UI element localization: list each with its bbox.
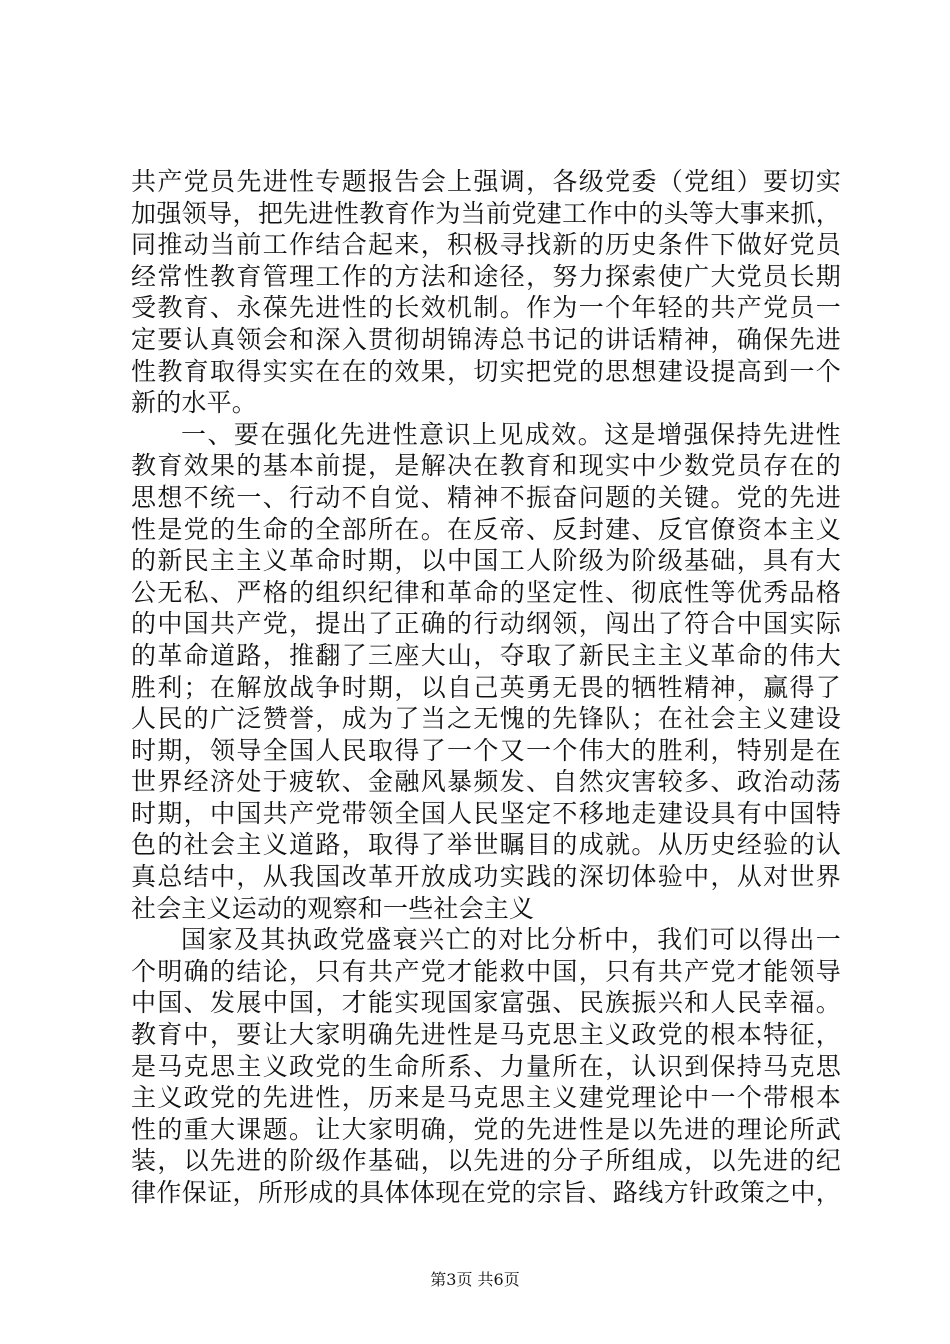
text-line: 受教育、永葆先进性的长效机制。作为一个年轻的共产党员一 [131, 293, 841, 323]
text-line: 是马克思主义政党的生命所系、力量所在，认识到保持马克思 [131, 1051, 841, 1081]
text-line: 色的社会主义道路，取得了举世瞩目的成就。从历史经验的认 [131, 830, 841, 860]
text-line: 时期，领导全国人民取得了一个又一个伟大的胜利，特别是在 [131, 735, 841, 765]
text-line: 定要认真领会和深入贯彻胡锦涛总书记的讲话精神，确保先进 [131, 324, 841, 354]
text-line: 时期，中国共产党带领全国人民坚定不移地走建设具有中国特 [131, 798, 841, 828]
text-line: 加强领导，把先进性教育作为当前党建工作中的头等大事来抓， [131, 198, 841, 228]
text-line: 经常性教育管理工作的方法和途径，努力探索使广大党员长期 [131, 261, 841, 291]
text-line: 世界经济处于疲软、金融风暴频发、自然灾害较多、政治动荡 [131, 767, 841, 797]
text-line: 社会主义运动的观察和一些社会主义 [131, 893, 535, 923]
text-line: 主义政党的先进性，历来是马克思主义建党理论中一个带根本 [131, 1083, 841, 1113]
text-line: 的中国共产党，提出了正确的行动纲领，闯出了符合中国实际 [131, 609, 841, 639]
text-line: 个明确的结论，只有共产党才能救中国，只有共产党才能领导 [131, 956, 841, 986]
page-number-footer: 第3页 共6页 [430, 1270, 520, 1289]
text-line: 性的重大课题。让大家明确，党的先进性是以先进的理论所武 [131, 1114, 841, 1144]
text-line: 新的水平。 [131, 388, 258, 418]
text-line: 真总结中，从我国改革开放成功实践的深切体验中，从对世界 [131, 862, 841, 892]
text-line: 教育中，要让大家明确先进性是马克思主义政党的根本特征， [131, 1020, 841, 1050]
text-line: 装，以先进的阶级作基础，以先进的分子所组成，以先进的纪 [131, 1146, 841, 1176]
text-line: 的革命道路，推翻了三座大山，夺取了新民主主义革命的伟大 [131, 640, 841, 670]
text-line: 教育效果的基本前提，是解决在教育和现实中少数党员存在的 [131, 451, 841, 481]
text-line: 一、要在强化先进性意识上见成效。这是增强保持先进性 [181, 419, 841, 449]
text-line: 公无私、严格的组织纪律和革命的坚定性、彻底性等优秀品格 [131, 577, 841, 607]
text-line: 同推动当前工作结合起来，积极寻找新的历史条件下做好党员 [131, 230, 841, 260]
text-line: 人民的广泛赞誉，成为了当之无愧的先锋队；在社会主义建设 [131, 704, 841, 734]
text-line: 中国、发展中国，才能实现国家富强、民族振兴和人民幸福。 [131, 988, 841, 1018]
text-line: 的新民主主义革命时期，以中国工人阶级为阶级基础，具有大 [131, 546, 841, 576]
text-line: 性教育取得实实在在的效果，切实把党的思想建设提高到一个 [131, 356, 841, 386]
body-text [131, 166, 841, 1209]
text-line: 性是党的生命的全部所在。在反帝、反封建、反官僚资本主义 [131, 514, 841, 544]
text-line: 胜利；在解放战争时期，以自己英勇无畏的牺牲精神，赢得了 [131, 672, 841, 702]
text-line: 共产党员先进性专题报告会上强调，各级党委（党组）要切实 [131, 167, 841, 196]
text-line: 国家及其执政党盛衰兴亡的对比分析中，我们可以得出一 [181, 925, 841, 955]
text-line: 律作保证，所形成的具体体现在党的宗旨、路线方针政策之中， [131, 1178, 841, 1207]
text-line: 思想不统一、行动不自觉、精神不振奋问题的关键。党的先进 [131, 482, 841, 512]
